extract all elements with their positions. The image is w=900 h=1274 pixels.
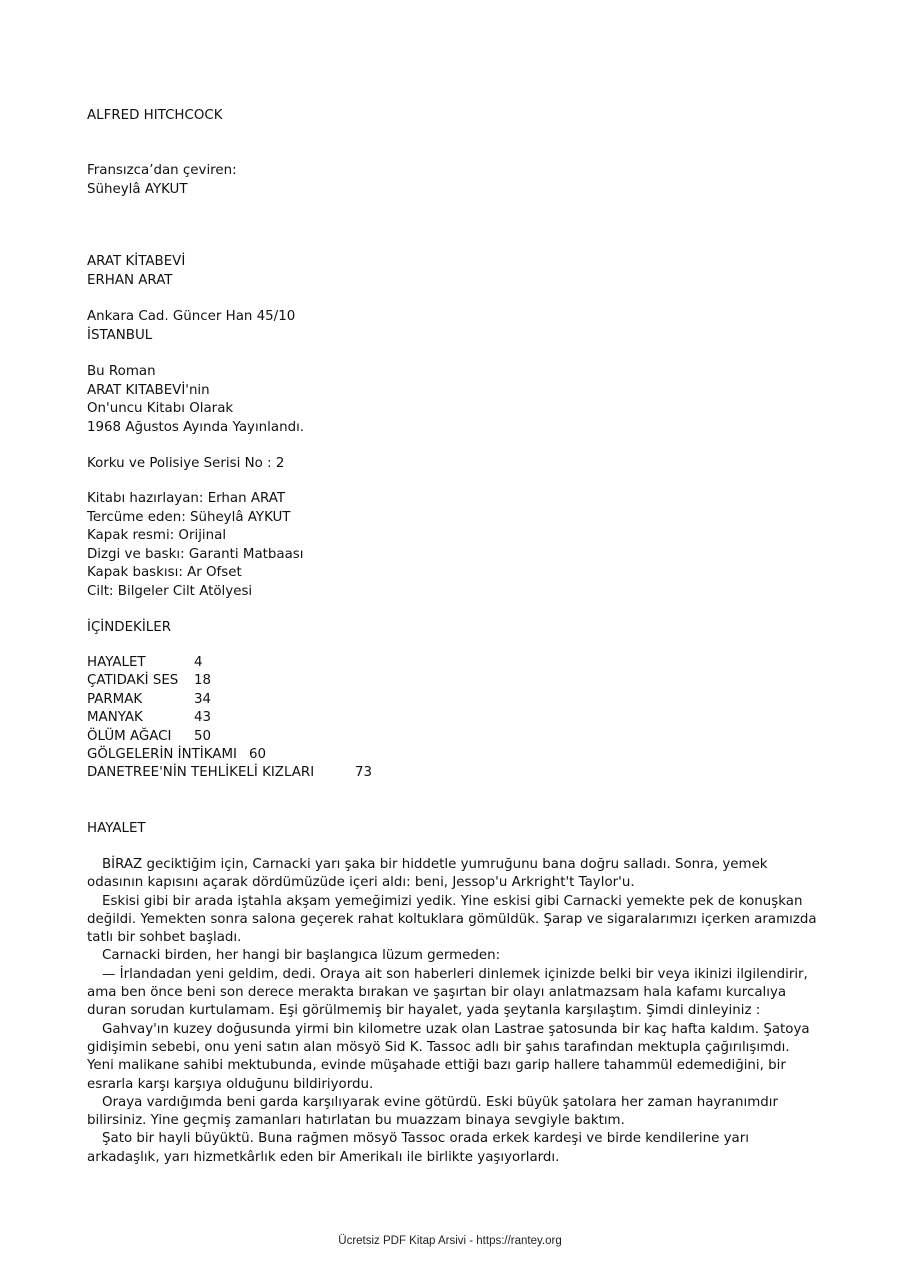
toc-entry-title: GÖLGELERİN İNTİKAMI bbox=[87, 746, 237, 762]
series-line: Korku ve Polisiye Serisi No : 2 bbox=[87, 456, 285, 471]
chapter-body bbox=[87, 856, 819, 1167]
publication-line: 1968 Ağustos Ayında Yayınlandı. bbox=[87, 419, 305, 435]
page-footer: Ücretsiz PDF Kitap Arsivi - https://rantey.org bbox=[338, 1235, 562, 1247]
credits-block bbox=[87, 490, 304, 601]
toc-entry-page: 18 bbox=[194, 673, 212, 689]
publication-line: Bu Roman bbox=[87, 364, 156, 379]
toc-entry-page: 50 bbox=[194, 728, 212, 744]
toc-entry-page: 34 bbox=[194, 691, 212, 707]
chapter-title: HAYALET bbox=[87, 821, 146, 836]
paragraph: Gahvay'ın kuzey doğusunda yirmi bin kilometre uzak olan Lastrae şatosunda bir kaç hafta kaldım. Şatoya gidişimin sebebi, onu yeni satın alan mösyö Sid K. Tassoc adlı bir şahıs tarafından mektupla çağırılışımdı. Yeni malikane sahibi mektubunda, evinde müşahade ettiği bazı garip hallere tahammül edemediğini, bir esrarla karşı karşıya olduğunu bildiriyordu. bbox=[87, 1021, 810, 1092]
translator-name: Süheylâ AYKUT bbox=[87, 181, 188, 197]
credit-line: Dizgi ve baskı: Garanti Matbaası bbox=[87, 546, 304, 562]
credit-line: Kapak resmi: Orijinal bbox=[87, 528, 227, 543]
toc-entry-title: PARMAK bbox=[87, 691, 143, 707]
toc-entry-title: DANETREE'NİN TEHLİKELİ KIZLARI bbox=[87, 765, 315, 781]
credit-line: Kapak baskısı: Ar Ofset bbox=[87, 565, 242, 580]
translator-label: Fransızca’dan çeviren: bbox=[87, 163, 237, 178]
toc-entry-title: MANYAK bbox=[87, 710, 143, 726]
publication-line: ARAT KITABEVİ'nin bbox=[87, 382, 210, 398]
author-name: ALFRED HITCHCOCK bbox=[87, 108, 223, 123]
toc-entry-page: 4 bbox=[194, 655, 203, 670]
toc-heading: İÇİNDEKİLER bbox=[87, 620, 171, 635]
publication-note bbox=[87, 363, 304, 437]
paragraph: — İrlandadan yeni geldim, dedi. Oraya ait son haberleri dinlemek içinizde belki bir veya ikinizi ilgilendirir, ama ben önce beni son derece merakta bırakan ve şaşırtan bir olayı anlatmazsam hala kafamı kurcalıya duran sorudan kurtulamam. Eşi görülmemiş bir hayalet, yada şeytanla karşılaştım. Şimdi dinleyiniz : bbox=[87, 966, 808, 1019]
paragraph: BİRAZ geciktiğim için, Carnacki yarı şaka bir hiddetle yumruğunu bana doğru salladı. Sonra, yemek odasının kapısını açarak dördümüzüde içeri aldı: beni, Jessop'u Arkright't Taylor'u. bbox=[87, 857, 768, 891]
paragraph: Carnacki birden, her hangi bir başlangıca lüzum germeden: bbox=[102, 948, 501, 964]
publisher-address: Ankara Cad. Güncer Han 45/10 bbox=[87, 309, 296, 324]
credit-line: Tercüme eden: Süheylâ AYKUT bbox=[87, 509, 291, 525]
translator-credit bbox=[87, 162, 237, 199]
toc-entry-page: 43 bbox=[194, 710, 212, 726]
publication-line: On'uncu Kitabı Olarak bbox=[87, 401, 234, 416]
toc-entry-title: ÇATIDAKİ SES bbox=[87, 673, 179, 689]
publisher-city: İSTANBUL bbox=[87, 327, 153, 343]
credit-line: Cilt: Bilgeler Cilt Atölyesi bbox=[87, 583, 253, 599]
toc-entry-page: 60 bbox=[249, 746, 267, 762]
paragraph: Şato bir hayli büyüktü. Buna rağmen mösyö Tassoc orada erkek kardeşi ve birde kendilerine yarı arkadaşlık, yarı hizmetkârlık eden bir Amerikalı ile birlikte yaşıyorlardı. bbox=[87, 1131, 749, 1165]
publisher-address-block bbox=[87, 308, 295, 345]
paragraph: Eskisi gibi bir arada iştahla akşam yemeğimizi yedik. Yine eskisi gibi Carnacki yemekte pek de konuşkan değildi. Yemekten sonra salona geçerek rahat koltuklara gömüldük. Şarap ve sigaralarımızı içerken aramızda tatlı bir sohbet başladı. bbox=[87, 893, 817, 946]
publisher-block bbox=[87, 253, 185, 290]
credit-line: Kitabı hazırlayan: Erhan ARAT bbox=[87, 491, 286, 506]
toc-entry-page: 73 bbox=[355, 765, 373, 781]
publisher-owner: ERHAN ARAT bbox=[87, 272, 173, 288]
toc-entry-title: ÖLÜM AĞACI bbox=[87, 728, 172, 744]
publisher-name: ARAT KİTABEVİ bbox=[87, 254, 186, 269]
paragraph: Oraya vardığımda beni garda karşılıyarak evine götürdü. Eski büyük şatolara her zaman hayranımdır bilirsiniz. Yine geçmiş zamanları hatırlatan bu muazzam binaya sevgiyle baktım. bbox=[87, 1094, 779, 1129]
toc-entry-title: HAYALET bbox=[87, 655, 146, 670]
